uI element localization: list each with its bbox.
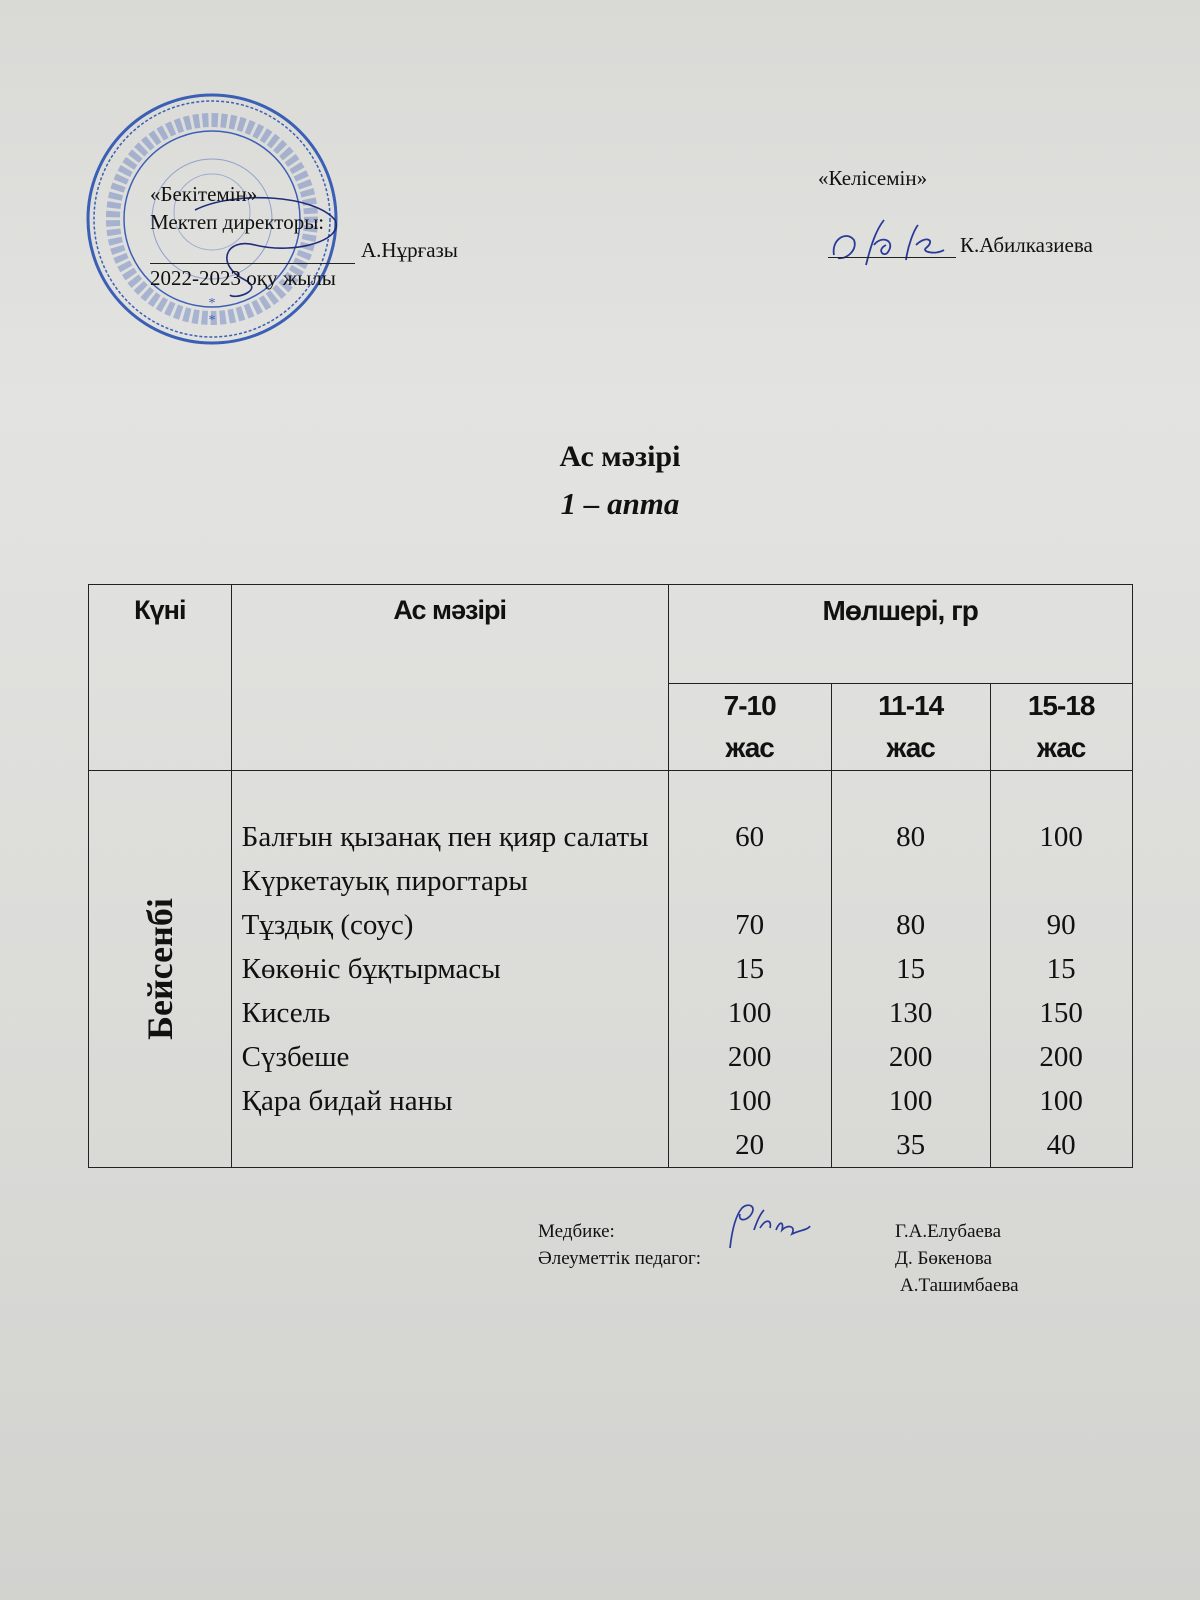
qty-value: 200 (888, 1041, 933, 1073)
menu-item: Күркетауық пирогтары (241, 865, 528, 897)
header-age-11-14: 11-14 жас (831, 684, 990, 771)
qty-value: 150 (1039, 997, 1083, 1029)
menu-item: Қара бидай наны (241, 1085, 453, 1117)
signature-line (828, 235, 956, 258)
qty-column-7-10 (668, 771, 831, 1168)
agreement-row (828, 233, 1093, 258)
svg-text:*: * (208, 313, 216, 328)
qty-value: 80 (896, 909, 926, 941)
signature-labels (538, 1218, 701, 1272)
header-menu: Ас мәзірі (231, 585, 668, 771)
signature-line (150, 243, 355, 264)
header-age-7-10: 7-10 жас (668, 684, 831, 771)
social-pedagogue-name-1: Д. Бөкенова (895, 1248, 992, 1269)
header-age-15-18: 15-18 жас (990, 684, 1132, 771)
qty-value: 40 (1046, 1129, 1076, 1161)
qty-value: 100 (727, 997, 772, 1029)
menu-table (88, 584, 1133, 1168)
qty-value: 70 (735, 909, 765, 941)
qty-value: 90 (1046, 909, 1076, 941)
qty-value: 35 (896, 1129, 926, 1161)
qty-value: 100 (888, 1085, 933, 1117)
director-name: А.Нұрғазы (361, 238, 458, 262)
menu-items-cell (231, 771, 668, 1168)
social-pedagogue-label: Әлеуметтік педагог: (538, 1248, 702, 1269)
qty-value: 100 (1039, 821, 1083, 853)
day-cell (89, 771, 232, 1168)
qty-column-11-14 (831, 771, 990, 1168)
qty-value: 15 (1046, 953, 1076, 985)
menu-item: Кисель (241, 997, 331, 1029)
header-day: Күні (89, 585, 232, 771)
school-year: 2022-2023 оқу жылы (150, 266, 336, 290)
qty-column-15-18 (990, 771, 1132, 1168)
menu-item: Тұздық (соус) (241, 909, 414, 941)
qty-value: 200 (1039, 1041, 1083, 1073)
qty-value: 20 (735, 1129, 765, 1161)
social-pedagogue-name-2: А.Ташимбаева (900, 1275, 1019, 1296)
menu-item: Сүзбеше (241, 1041, 350, 1073)
agreement-name: К.Абилказиева (960, 233, 1093, 257)
qty-value: 200 (727, 1041, 772, 1073)
qty-value: 60 (735, 821, 765, 853)
agreement-header: «Келісемін» (818, 166, 928, 190)
signature-names (895, 1218, 1019, 1299)
director-role: Мектеп директоры: (150, 210, 325, 234)
header-quantity: Мөлшері, гр (668, 585, 1132, 684)
menu-item: Балғын қызанақ пен қияр салаты (241, 821, 649, 853)
qty-value: 80 (896, 821, 926, 853)
svg-text:*: * (208, 296, 216, 311)
menu-item: Көкөніс бұқтырмасы (241, 953, 501, 985)
document-title: Ас мәзірі (559, 440, 681, 473)
table-body-row (89, 771, 1133, 1168)
table-header-row (89, 585, 1133, 684)
qty-value: 100 (727, 1085, 772, 1117)
qty-value: 15 (896, 953, 926, 985)
approval-block (150, 180, 458, 292)
document-subtitle: 1 – апта (560, 486, 680, 521)
qty-value: 130 (888, 997, 933, 1029)
nurse-label: Медбике: (538, 1221, 615, 1242)
qty-value: 100 (1039, 1085, 1083, 1117)
approval-header: «Бекітемін» (150, 182, 258, 206)
qty-value: 15 (735, 953, 765, 985)
nurse-signature-icon (720, 1200, 815, 1250)
nurse-name: Г.А.Елубаева (895, 1221, 1002, 1242)
day-label: Бейсенбі (139, 898, 180, 1040)
